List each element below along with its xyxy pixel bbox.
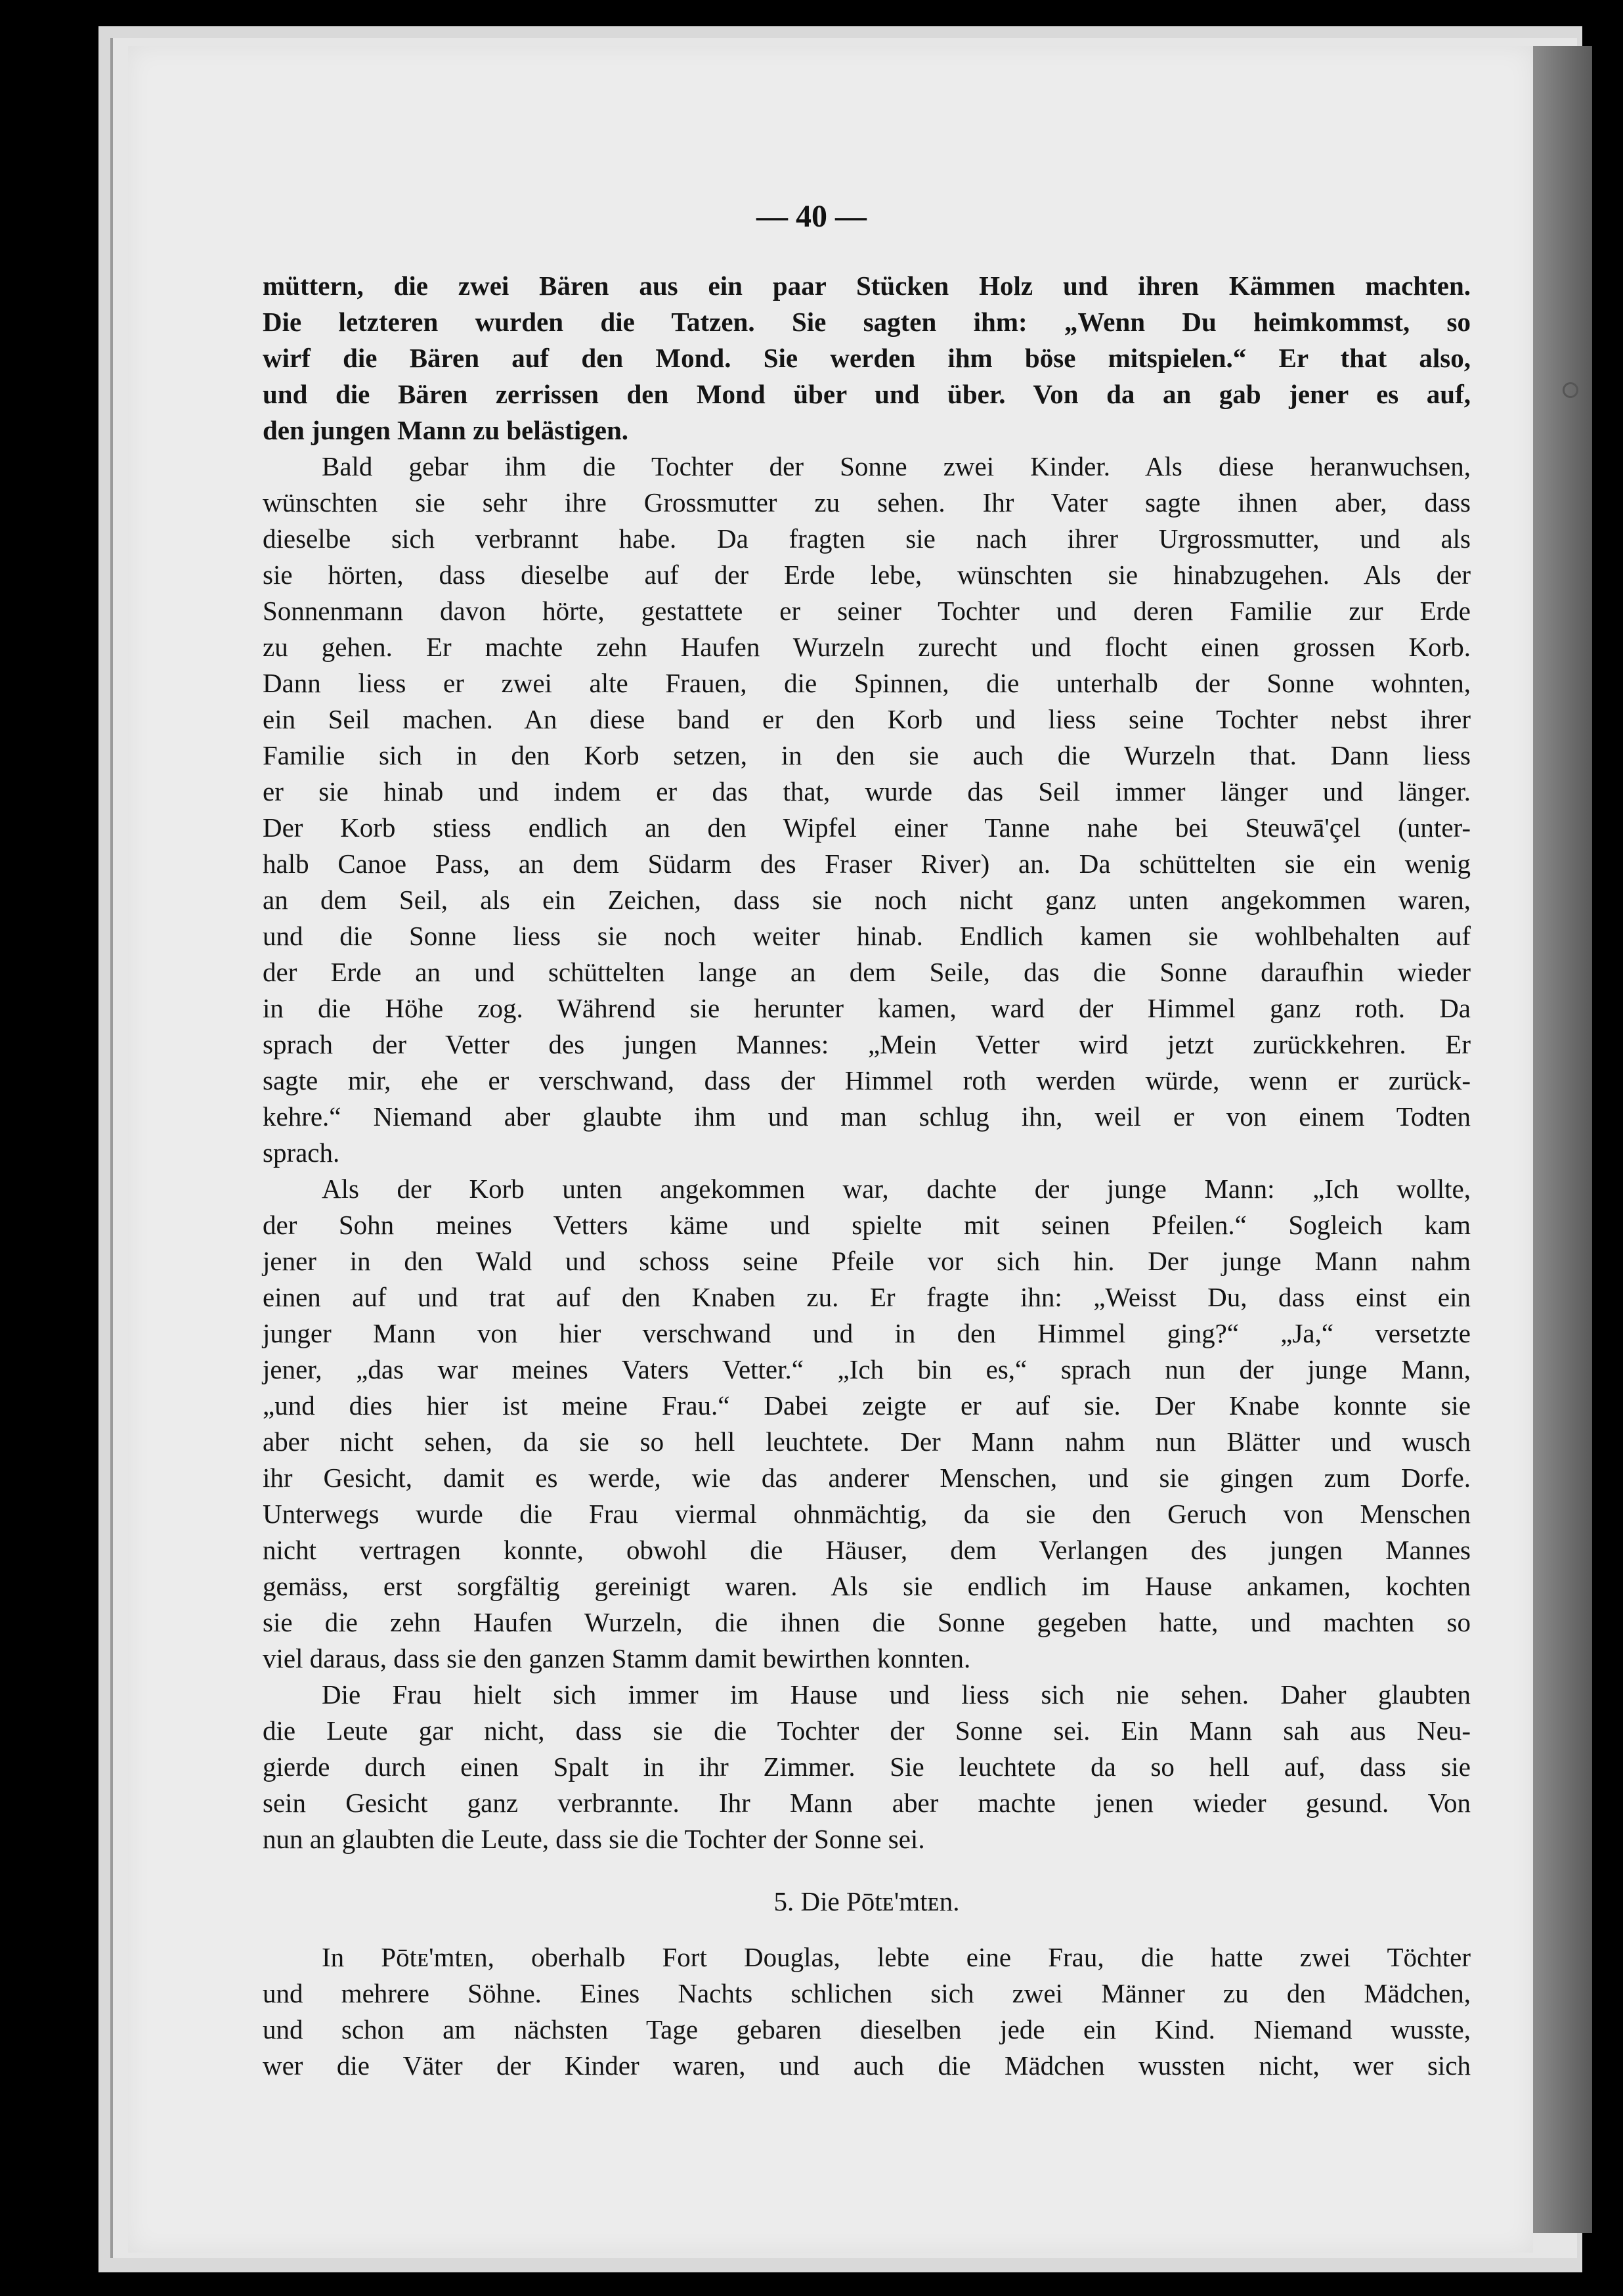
section-spacer [263, 1857, 1471, 1884]
text-line: aber nicht sehen, da sie so hell leuchtete. Der Mann nahm nun Blätter und wusch [263, 1426, 1471, 1457]
text-line: nun an glaubten die Leute, dass sie die Tochter der Sonne sei. [263, 1824, 925, 1854]
text-line: er sie hinab und indem er das that, wurde das Seil immer länger und länger. [263, 776, 1471, 806]
text-line: Bald gebar ihm die Tochter der Sonne zwei Kinder. Als diese heranwuchsen, [322, 451, 1471, 481]
text-line: nicht vertragen konnte, obwohl die Häuser, dem Verlangen des jungen Mannes [263, 1535, 1471, 1565]
section-paragraph [263, 1939, 1471, 2084]
text-line: Sonnenmann davon hörte, gestattete er seiner Tochter und deren Familie zur Erde [263, 596, 1471, 626]
text-line: zu gehen. Er machte zehn Haufen Wurzeln zurecht und flocht einen grossen Korb. [263, 632, 1471, 662]
text-line: Die Frau hielt sich immer im Hause und liess sich nie sehen. Daher glaubten [322, 1679, 1471, 1710]
text-line: In Pōtᴇ'mtᴇn, oberhalb Fort Douglas, lebte eine Frau, die hatte zwei Töchter [322, 1942, 1471, 1972]
section-heading: 5. Die Pōtᴇ'mtᴇn. [773, 1886, 960, 1916]
text-line: wer die Väter der Kinder waren, und auch die Mädchen wussten nicht, wer sich [263, 2050, 1471, 2081]
body-text [263, 268, 1471, 2084]
text-line: ein Seil machen. An diese band er den Korb und liess seine Tochter nebst ihrer [263, 704, 1471, 734]
text-line: Familie sich in den Korb setzen, in den sie auch die Wurzeln that. Dann liess [263, 740, 1471, 770]
text-line: sein Gesicht ganz verbrannte. Ihr Mann aber machte jenen wieder gesund. Von [263, 1788, 1471, 1818]
text-line: halb Canoe Pass, an dem Südarm des Fraser River) an. Da schüttelten sie ein wenig [263, 849, 1471, 879]
text-line: „und dies hier ist meine Frau.“ Dabei zeigte er auf sie. Der Knabe konnte sie [263, 1390, 1471, 1421]
section-spacer [263, 1920, 1471, 1939]
text-line: an dem Seil, als ein Zeichen, dass sie noch nicht ganz unten angekommen waren, [263, 885, 1471, 915]
page-shadow [1533, 46, 1592, 2233]
text-line: einen auf und trat auf den Knaben zu. Er fragte ihn: „Weisst Du, dass einst ein [263, 1282, 1471, 1312]
text-line: Der Korb stiess endlich an den Wipfel einer Tanne nahe bei Steuwā'çel (unter- [263, 812, 1471, 843]
text-line: und die Bären zerrissen den Mond über und über. Von da an gab jener es auf, [263, 379, 1471, 409]
text-line: kehre.“ Niemand aber glaubte ihm und man schlug ihn, weil er von einem Todten [263, 1101, 1471, 1132]
text-line: und mehrere Söhne. Eines Nachts schlichen sich zwei Männer zu den Mädchen, [263, 1978, 1471, 2008]
text-line: Unterwegs wurde die Frau viermal ohnmächtig, da sie den Geruch von Menschen [263, 1499, 1471, 1529]
text-line: Die letzteren wurden die Tatzen. Sie sagten ihm: „Wenn Du heimkommst, so [263, 307, 1471, 337]
text-line: Dann liess er zwei alte Frauen, die Spinnen, die unterhalb der Sonne wohnten, [263, 668, 1471, 698]
paragraph-3 [263, 1171, 1471, 1677]
text-line: jener, „das war meines Vaters Vetter.“ „Ich bin es,“ sprach nun der junge Mann, [263, 1354, 1471, 1384]
binding-hole [1563, 382, 1578, 398]
text-line: jener in den Wald und schoss seine Pfeile vor sich hin. Der junge Mann nahm [263, 1246, 1471, 1276]
text-line: viel daraus, dass sie den ganzen Stamm damit bewirthen konnten. [263, 1643, 971, 1673]
text-line: sie hörten, dass dieselbe auf der Erde lebe, wünschten sie hinabzugehen. Als der [263, 560, 1471, 590]
text-line: Als der Korb unten angekommen war, dachte der junge Mann: „Ich wollte, [322, 1174, 1471, 1204]
text-line: der Sohn meines Vetters käme und spielte mit seinen Pfeilen.“ Sogleich kam [263, 1210, 1471, 1240]
paragraph-4 [263, 1677, 1471, 1857]
page-number: — 40 — [756, 199, 867, 234]
text-line: und die Sonne liess sie noch weiter hinab. Endlich kamen sie wohlbehalten auf [263, 921, 1471, 951]
text-line: ihr Gesicht, damit es werde, wie das anderer Menschen, und sie gingen zum Dorfe. [263, 1463, 1471, 1493]
paragraph-1 [263, 268, 1471, 449]
text-line: der Erde an und schüttelten lange an dem Seile, das die Sonne daraufhin wieder [263, 957, 1471, 987]
text-line: sie die zehn Haufen Wurzeln, die ihnen die Sonne gegeben hatte, und machten so [263, 1607, 1471, 1637]
text-line: gierde durch einen Spalt in ihr Zimmer. Sie leuchtete da so hell auf, dass sie [263, 1752, 1471, 1782]
text-line: den jungen Mann zu belästigen. [263, 415, 629, 445]
text-line: dieselbe sich verbrannt habe. Da fragten sie nach ihrer Urgrossmutter, und als [263, 523, 1471, 554]
text-line: sagte mir, ehe er verschwand, dass der Himmel roth werden würde, wenn er zurück- [263, 1065, 1471, 1095]
text-line: die Leute gar nicht, dass sie die Tochter der Sonne sei. Ein Mann sah aus Neu- [263, 1715, 1471, 1746]
text-line: gemäss, erst sorgfältig gereinigt waren. Als sie endlich im Hause ankamen, kochten [263, 1571, 1471, 1601]
text-line: sprach. [263, 1137, 340, 1168]
text-line: wünschten sie sehr ihre Grossmutter zu sehen. Ihr Vater sagte ihnen aber, dass [263, 487, 1471, 518]
text-line: junger Mann von hier verschwand und in den Himmel ging?“ „Ja,“ versetzte [263, 1318, 1471, 1348]
text-line: und schon am nächsten Tage gebaren dieselben jede ein Kind. Niemand wusste, [263, 2014, 1471, 2044]
text-line: müttern, die zwei Bären aus ein paar Stücken Holz und ihren Kämmen machten. [263, 271, 1471, 301]
text-line: in die Höhe zog. Während sie herunter kamen, ward der Himmel ganz roth. Da [263, 993, 1471, 1023]
paragraph-2 [263, 449, 1471, 1171]
text-line: wirf die Bären auf den Mond. Sie werden ihm böse mitspielen.“ Er that also, [263, 343, 1471, 373]
text-line: sprach der Vetter des jungen Mannes: „Mein Vetter wird jetzt zurückkehren. Er [263, 1029, 1471, 1059]
